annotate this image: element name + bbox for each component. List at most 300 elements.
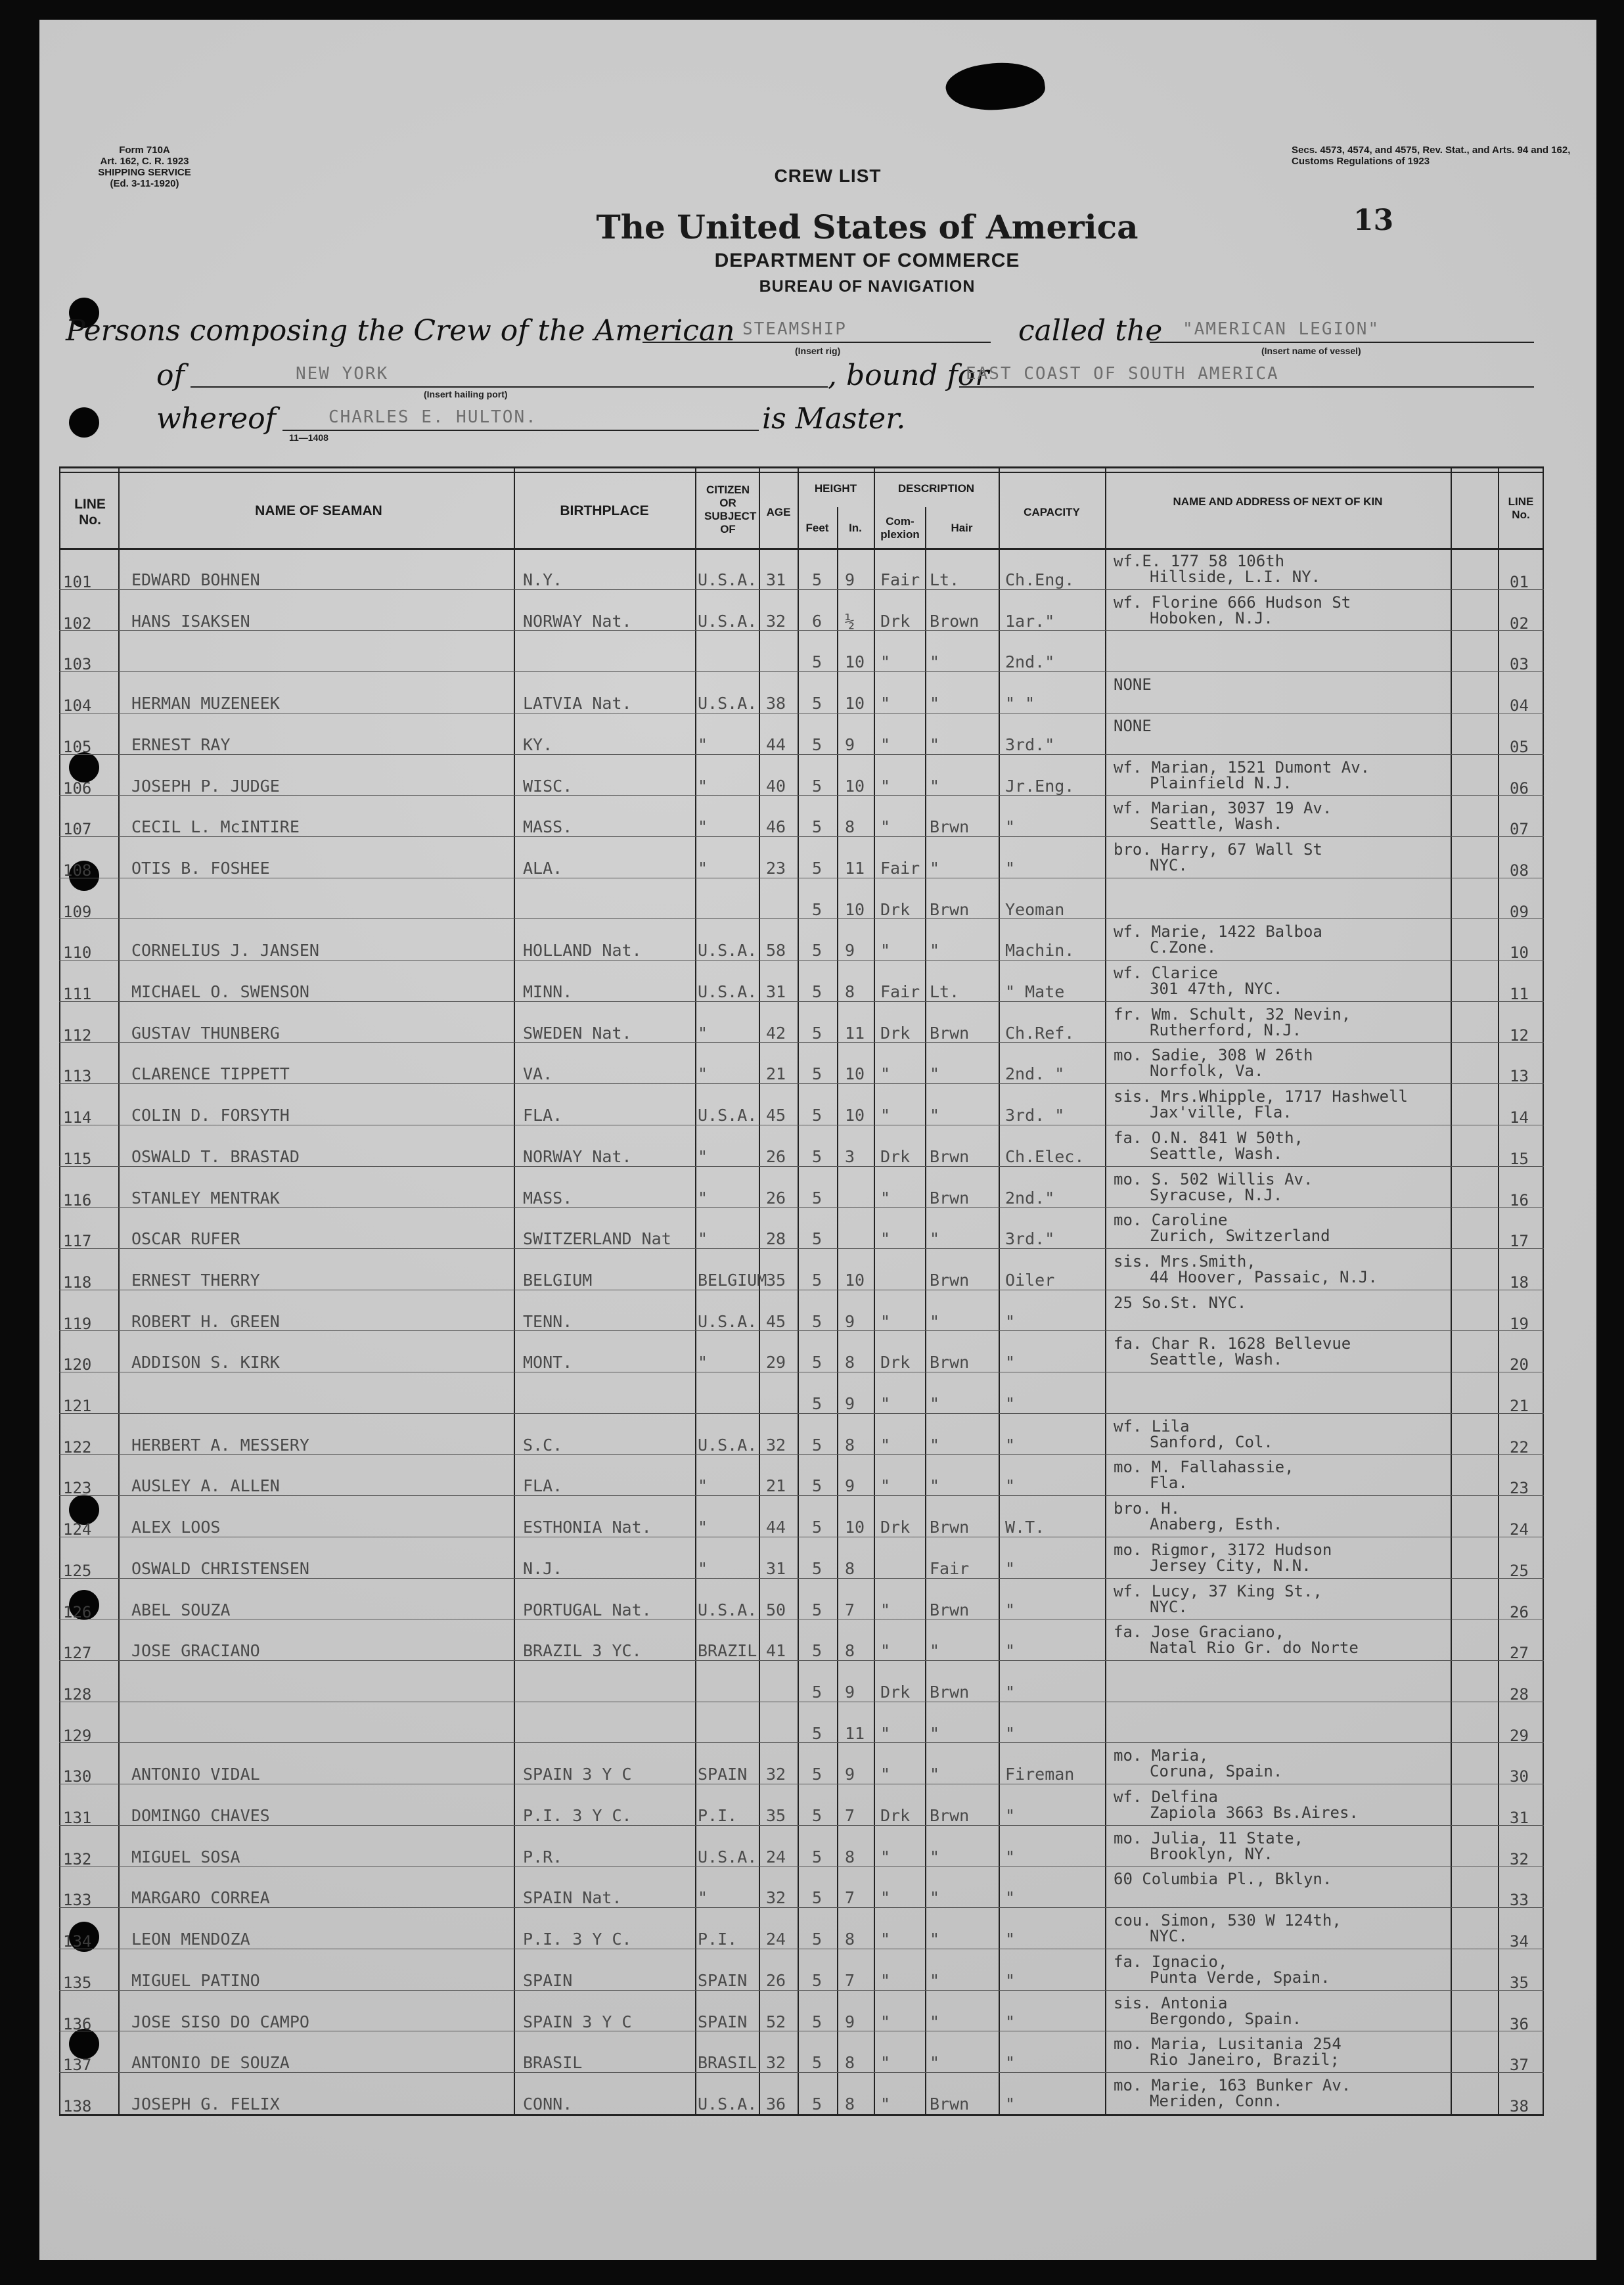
birthplace: ESTHONIA Nat. [523,1518,652,1537]
age: 29 [766,1353,786,1372]
line-number-right: 16 [1510,1190,1529,1210]
line-number-right: 33 [1510,1891,1529,1910]
hair: " [930,735,940,754]
hair: " [930,1888,940,1908]
capacity: Fireman [1005,1765,1075,1784]
hair: Brwn [930,1270,970,1290]
line-number-right: 10 [1510,943,1529,962]
height-inches: 7 [845,1888,855,1908]
complexion: " [880,1311,891,1331]
line-number: 117 [63,1232,92,1251]
next-of-kin-line1: wf. Lila [1114,1416,1190,1436]
country-title: The United States of America [596,208,1139,246]
height-feet: 5 [812,652,823,672]
next-of-kin-line2: Anaberg, Esth. [1150,1515,1283,1534]
capacity: 3rd." [1005,1229,1055,1249]
height-feet: 5 [812,1682,823,1702]
hair: Brwn [930,1682,970,1702]
master-underline [282,430,759,431]
height-inches: 7 [845,1806,855,1825]
height-inches: 10 [845,899,865,919]
hair: Brwn [930,1146,970,1166]
height-feet: 5 [812,1847,823,1866]
complexion: " [880,652,891,672]
height-feet: 5 [812,1353,823,1372]
age: 26 [766,1970,786,1990]
line-number-right: 26 [1510,1602,1529,1621]
next-of-kin-line1: wf. Delfina [1114,1788,1218,1806]
citizenship: SPAIN [698,1970,748,1990]
birthplace: NORWAY Nat. [523,611,632,631]
next-of-kin-line1: sis. Mrs.Smith, [1114,1252,1256,1271]
complexion: Drk [880,1146,911,1166]
capacity: " [1005,1641,1016,1661]
next-of-kin-line2: Sanford, Col. [1150,1432,1273,1451]
port-value: NEW YORK [296,364,389,384]
next-of-kin-line2: Syracuse, N.J. [1150,1185,1283,1204]
line-number-right: 35 [1510,1973,1529,1992]
next-of-kin-line1: mo. M. Fallahassie, [1114,1458,1294,1477]
age: 31 [766,1558,786,1578]
complexion: " [880,694,891,713]
line-number: 108 [63,861,92,880]
seaman-name: MARGARO CORREA [131,1888,270,1908]
next-of-kin-line1: wf. Marian, 3037 19 Av. [1114,799,1332,818]
capacity: " [1005,1435,1016,1455]
next-of-kin-line2: Meriden, Conn. [1150,2091,1283,2110]
hair: " [930,1723,940,1743]
line-number: 127 [63,1644,92,1663]
hair: Brwn [930,1518,970,1537]
complexion: " [880,1888,891,1908]
height-feet: 5 [812,1765,823,1784]
seaman-name: MIGUEL PATINO [131,1970,260,1990]
line-number-right: 07 [1510,820,1529,839]
line-number: 126 [63,1602,92,1621]
col-complexion: Com-plexion [880,515,920,541]
line-number-right: 14 [1510,1108,1529,1127]
height-feet: 5 [812,1641,823,1661]
line-number: 112 [63,1026,92,1045]
seaman-name: EDWARD BOHNEN [131,570,260,589]
capacity: Oiler [1005,1270,1055,1290]
age: 24 [766,1847,786,1866]
birthplace: SPAIN Nat. [523,1888,622,1908]
complexion: " [880,1765,891,1784]
line-number: 119 [63,1314,92,1333]
capacity: " [1005,858,1016,878]
next-of-kin-line2: Zurich, Switzerland [1150,1227,1330,1246]
seaman-name: MIGUEL SOSA [131,1847,240,1866]
capacity: Yeoman [1005,899,1065,919]
age: 26 [766,1146,786,1166]
age: 42 [766,1023,786,1043]
whereof-label: whereof [156,402,276,436]
line-number: 129 [63,1726,92,1745]
height-feet: 5 [812,2053,823,2073]
height-inches: 9 [845,735,855,754]
height-inches: 10 [845,1270,865,1290]
height-feet: 5 [812,735,823,754]
next-of-kin-line2: Rutherford, N.J. [1150,1020,1302,1039]
line-number: 123 [63,1479,92,1498]
seaman-name: OSWALD CHRISTENSEN [131,1558,309,1578]
age: 41 [766,1641,786,1661]
next-of-kin-line1: wf. Clarice [1114,964,1218,982]
next-of-kin-line1: sis. Antonia [1114,1993,1228,2012]
age: 21 [766,1476,786,1496]
line-number: 122 [63,1437,92,1457]
hair: Brwn [930,1188,970,1208]
col-height: HEIGHT [814,482,857,495]
citizenship: U.S.A. [698,2094,757,2114]
line-number-right: 04 [1510,696,1529,715]
birthplace: SPAIN 3 Y C [523,2012,632,2031]
complexion: " [880,2012,891,2031]
hair: " [930,1765,940,1784]
line-number: 135 [63,1973,92,1992]
next-of-kin-line1: fa. O.N. 841 W 50th, [1114,1128,1303,1147]
capacity: 2nd. " [1005,1064,1065,1084]
seaman-name: ANTONIO DE SOUZA [131,2053,290,2073]
hair: " [930,1064,940,1084]
birthplace: P.I. 3 Y C. [523,1806,632,1825]
next-of-kin-line1: mo. S. 502 Willis Av. [1114,1169,1313,1188]
seaman-name: MICHAEL O. SWENSON [131,982,309,1001]
age: 58 [766,941,786,961]
age: 46 [766,817,786,837]
next-of-kin-line2: Punta Verde, Spain. [1150,1968,1330,1987]
birthplace: ALA. [523,858,563,878]
capacity: 2nd." [1005,1188,1055,1208]
hair: " [930,776,940,796]
height-inches: 7 [845,1600,855,1619]
age: 32 [766,611,786,631]
citizenship: BRASIL [698,2053,757,2073]
next-of-kin-line2: Seattle, Wash. [1150,815,1283,834]
line-number-right: 03 [1510,655,1529,674]
birthplace: FLA. [523,1106,563,1125]
seaman-name: ALEX LOOS [131,1518,221,1537]
complexion: " [880,735,891,754]
capacity: " [1005,2094,1016,2114]
capacity: Machin. [1005,941,1075,961]
vessel-underline [1150,342,1534,343]
capacity: 3rd." [1005,735,1055,754]
next-of-kin-line1: wf. Florine 666 Hudson St [1114,593,1351,612]
hair: " [930,1847,940,1866]
seaman-name: JOSE SISO DO CAMPO [131,2012,309,2031]
birthplace: CONN. [523,2094,573,2114]
line-number-right: 19 [1510,1314,1529,1333]
age: 44 [766,735,786,754]
height-inches: 8 [845,1847,855,1866]
next-of-kin-line1: mo. Julia, 11 State, [1114,1828,1303,1847]
line-number: 110 [63,943,92,962]
hair: " [930,858,940,878]
print-code: 11—1408 [289,432,328,443]
hair: Brwn [930,817,970,837]
next-of-kin-line2: Jersey City, N.N. [1150,1556,1311,1575]
hair: Brwn [930,1353,970,1372]
next-of-kin-line2: Fla. [1150,1474,1188,1493]
height-inches: 7 [845,1970,855,1990]
next-of-kin-line1: fr. Wm. Schult, 32 Nevin, [1114,1005,1351,1024]
seaman-name: HERBERT A. MESSERY [131,1435,309,1455]
citizenship: U.S.A. [698,1600,757,1619]
height-inches: 8 [845,2053,855,2073]
line-number: 109 [63,902,92,921]
capacity: Ch.Ref. [1005,1023,1075,1043]
birthplace: N.J. [523,1558,563,1578]
seaman-name: DOMINGO CHAVES [131,1806,270,1825]
next-of-kin-line2: NYC. [1150,855,1188,874]
crew-table [59,466,1544,2115]
line-number-right: 37 [1510,2056,1529,2075]
line-number-right: 06 [1510,779,1529,798]
age: 35 [766,1806,786,1825]
complexion: Drk [880,1682,911,1702]
line-number: 105 [63,737,92,756]
next-of-kin-line2: Norfolk, Va. [1150,1062,1264,1081]
citizenship: P.I. [698,1930,738,1949]
height-inches: 8 [845,817,855,837]
next-of-kin-line2: Hillside, L.I. NY. [1150,568,1321,586]
line-number-right: 30 [1510,1767,1529,1786]
complexion: Drk [880,1806,911,1825]
line-number: 128 [63,1685,92,1704]
line-number-right: 18 [1510,1273,1529,1292]
birthplace: NORWAY Nat. [523,1146,632,1166]
line-number-right: 27 [1510,1644,1529,1663]
col-citizen: CITIZEN OR SUBJECT OF [704,484,757,535]
hair: Brwn [930,1806,970,1825]
next-of-kin-line2: Hoboken, N.J. [1150,608,1273,627]
height-feet: 6 [812,611,823,631]
next-of-kin-line1: cou. Simon, 530 W 124th, [1114,1911,1342,1930]
hair: Brown [930,611,980,631]
next-of-kin-line1: bro. Harry, 67 Wall St [1114,840,1322,859]
height-feet: 5 [812,982,823,1001]
age: 32 [766,1888,786,1908]
height-inches: 9 [845,2012,855,2031]
age: 45 [766,1106,786,1125]
birthplace: BRASIL [523,2053,583,2073]
line-number: 118 [63,1273,92,1292]
col-inches: In. [849,522,862,534]
line-number-right: 21 [1510,1397,1529,1415]
line-number: 136 [63,2014,92,2033]
sheet-number: 13 [1353,204,1394,237]
department-title: DEPARTMENT OF COMMERCE [714,250,1020,271]
height-inches: 10 [845,694,865,713]
citizenship: " [698,1888,708,1908]
height-feet: 5 [812,1023,823,1043]
line-number: 114 [63,1108,92,1127]
height-feet: 5 [812,1970,823,1990]
capacity: " Mate [1005,982,1065,1001]
called-label: called the [1018,314,1163,348]
seaman-name: GUSTAV THUNBERG [131,1023,280,1043]
age: 21 [766,1064,786,1084]
hair: " [930,2053,940,2073]
hair: " [930,941,940,961]
age: 36 [766,2094,786,2114]
col-line-no: LINE No. [74,497,106,528]
complexion: " [880,1970,891,1990]
rig-value: STEAMSHIP [742,319,847,339]
height-inches: 9 [845,1765,855,1784]
line-number-right: 31 [1510,1809,1529,1827]
line-number-right: 15 [1510,1149,1529,1168]
height-feet: 5 [812,1435,823,1455]
complexion: Drk [880,1518,911,1537]
next-of-kin-line1: mo. Maria, Lusitania 254 [1114,2035,1342,2054]
line-number-right: 09 [1510,902,1529,921]
citizenship: U.S.A. [698,611,757,631]
height-inches: 9 [845,1682,855,1702]
complexion: Fair [880,858,920,878]
capacity: " [1005,1888,1016,1908]
height-inches: 8 [845,1558,855,1578]
capacity: Ch.Elec. [1005,1146,1085,1166]
line-number: 121 [63,1397,92,1415]
line-number-right: 12 [1510,1026,1529,1045]
age: 31 [766,982,786,1001]
col-line-no-right: LINE No. [1508,495,1534,521]
hair: Brwn [930,1023,970,1043]
col-feet: Feet [805,522,829,534]
seaman-name: CECIL L. McINTIRE [131,817,300,837]
line-number: 107 [63,820,92,839]
hair: " [930,1435,940,1455]
capacity: " [1005,1311,1016,1331]
next-of-kin-line2: Seattle, Wash. [1150,1144,1283,1163]
height-inches: 10 [845,1518,865,1537]
next-of-kin-line2: 301 47th, NYC. [1150,980,1283,998]
birthplace: TENN. [523,1311,573,1331]
line-number: 137 [63,2056,92,2075]
citizenship: " [698,1188,708,1208]
line-number: 102 [63,614,92,633]
height-feet: 5 [812,1064,823,1084]
citizenship: " [698,817,708,837]
line-number-right: 17 [1510,1232,1529,1251]
destination-value: EAST COAST OF SOUTH AMERICA [966,364,1279,384]
height-inches: 8 [845,2094,855,2114]
next-of-kin-line1: fa. Char R. 1628 Bellevue [1114,1334,1351,1353]
birthplace: FLA. [523,1476,563,1496]
complexion: " [880,1476,891,1496]
complexion: " [880,776,891,796]
next-of-kin-line2: Zapiola 3663 Bs.Aires. [1150,1803,1359,1822]
capacity: " [1005,817,1016,837]
line-number-right: 36 [1510,2014,1529,2033]
complexion: " [880,1106,891,1125]
citizenship: U.S.A. [698,1847,757,1866]
height-feet: 5 [812,1229,823,1249]
citizenship: " [698,1518,708,1537]
birthplace: N.Y. [523,570,563,589]
capacity: W.T. [1005,1518,1045,1537]
col-kin: NAME AND ADDRESS OF NEXT OF KIN [1173,495,1383,508]
seaman-name: HERMAN MUZENEEK [131,694,280,713]
height-inches: 11 [845,1023,865,1043]
next-of-kin-line1: 60 Columbia Pl., Bklyn. [1114,1870,1332,1889]
hair: " [930,2012,940,2031]
col-birthplace: BIRTHPLACE [560,503,649,518]
birthplace: SWITZERLAND Nat [523,1229,671,1249]
line-number-right: 05 [1510,737,1529,756]
complexion: " [880,1641,891,1661]
next-of-kin-line1: wf.E. 177 58 106th [1114,552,1285,570]
height-feet: 5 [812,1930,823,1949]
height-feet: 5 [812,1600,823,1619]
seaman-name: OTIS B. FOSHEE [131,858,270,878]
line-number-right: 24 [1510,1520,1529,1539]
citizenship: U.S.A. [698,694,757,713]
capacity: " [1005,1682,1016,1702]
birthplace: MINN. [523,982,573,1001]
col-name: NAME OF SEAMAN [255,503,382,518]
hair: " [930,1311,940,1331]
height-inches: 11 [845,1723,865,1743]
complexion: " [880,817,891,837]
hair: " [930,1641,940,1661]
age: 26 [766,1188,786,1208]
citizenship: U.S.A. [698,1311,757,1331]
next-of-kin-line2: Brooklyn, NY. [1150,1844,1273,1863]
citizenship: BELGIUM [698,1270,767,1290]
line-number-right: 20 [1510,1355,1529,1374]
line-number: 131 [63,1809,92,1827]
next-of-kin-line2: Rio Janeiro, Brazil; [1150,2050,1340,2070]
next-of-kin-line2: C.Zone. [1150,938,1217,957]
height-inches: 8 [845,1353,855,1372]
height-inches: 9 [845,941,855,961]
line-number: 115 [63,1149,92,1168]
next-of-kin-line2: Jax'ville, Fla. [1150,1103,1292,1122]
height-inches: 8 [845,1641,855,1661]
age: 45 [766,1311,786,1331]
persons-label: Persons composing the Crew of the American [66,314,735,348]
line-number: 130 [63,1767,92,1786]
line-number-right: 38 [1510,2096,1529,2115]
line-number: 138 [63,2096,92,2115]
height-feet: 5 [812,2094,823,2114]
seaman-name: OSWALD T. BRASTAD [131,1146,300,1166]
port-underline [191,386,828,388]
hair: Lt. [930,982,960,1001]
height-feet: 5 [812,1188,823,1208]
hair: " [930,652,940,672]
seaman-name: HANS ISAKSEN [131,611,250,631]
age: 23 [766,858,786,878]
birthplace: MASS. [523,1188,573,1208]
age: 52 [766,2012,786,2031]
hair: Brwn [930,899,970,919]
next-of-kin-line1: mo. Marie, 163 Bunker Av. [1114,2075,1351,2094]
next-of-kin-line2: 44 Hoover, Passaic, N.J. [1150,1267,1378,1286]
age: 50 [766,1600,786,1619]
seaman-name: STANLEY MENTRAK [131,1188,280,1208]
birthplace: P.R. [523,1847,563,1866]
capacity: " [1005,1600,1016,1619]
height-feet: 5 [812,817,823,837]
capacity: 2nd." [1005,652,1055,672]
birthplace: SPAIN 3 Y C [523,1765,632,1784]
height-feet: 5 [812,1106,823,1125]
